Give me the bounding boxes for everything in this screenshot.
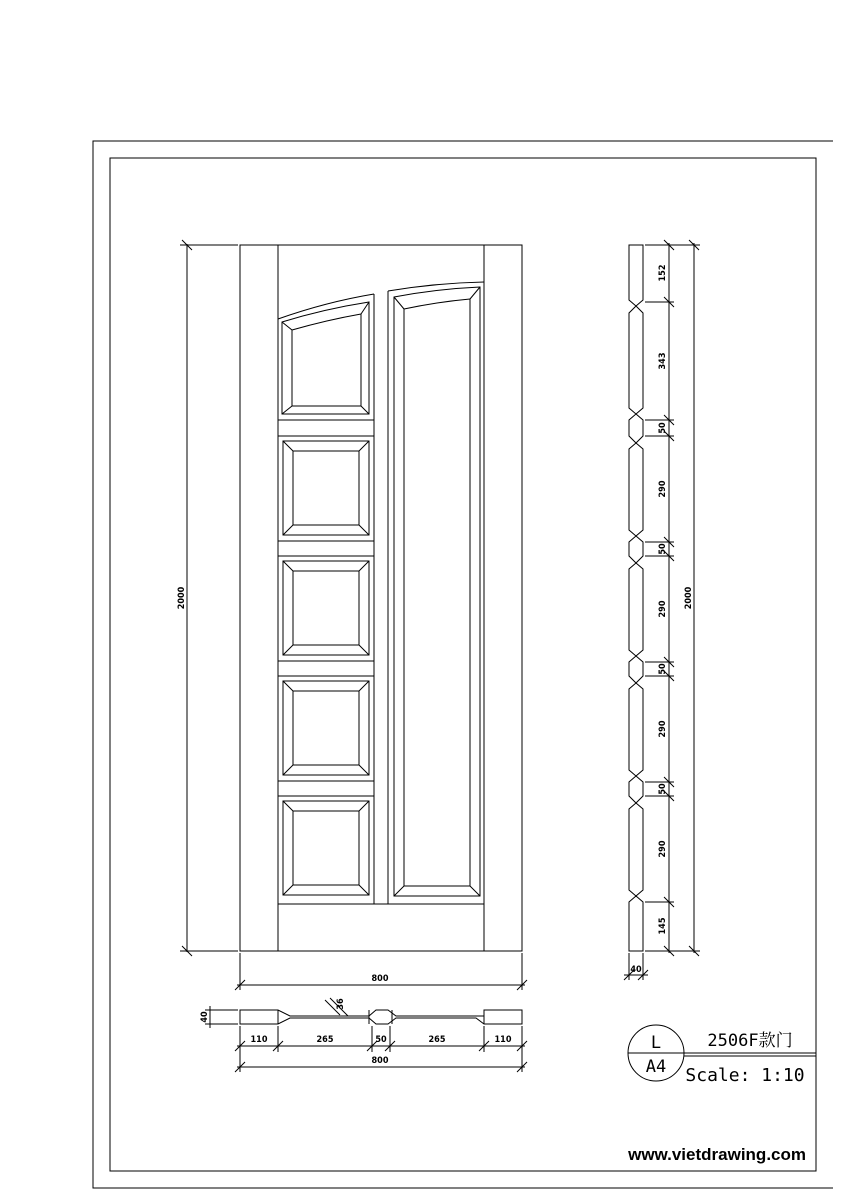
width-label: 800 bbox=[371, 974, 389, 984]
side-segment-label: 290 bbox=[658, 720, 668, 738]
small-panel-3 bbox=[283, 561, 369, 655]
side-segment-label: 290 bbox=[658, 600, 668, 618]
side-segment-label: 50 bbox=[658, 543, 668, 555]
groove-depth-label: 36 bbox=[336, 998, 346, 1010]
door-elevation bbox=[240, 245, 522, 951]
height-dimension bbox=[180, 240, 238, 956]
small-panel-1 bbox=[282, 302, 369, 414]
side-segment-label: 152 bbox=[658, 264, 668, 282]
side-segment-label: 145 bbox=[658, 917, 668, 935]
small-panel-5 bbox=[283, 801, 369, 895]
segment-label: 110 bbox=[250, 1035, 268, 1045]
scale-label: Scale: 1:10 bbox=[685, 1065, 805, 1086]
sheet-series: L bbox=[650, 1033, 662, 1053]
side-segment-label: 343 bbox=[658, 352, 668, 370]
section-thickness-label: 40 bbox=[200, 1011, 210, 1023]
side-segment-label: 290 bbox=[658, 480, 668, 498]
section-total-label: 800 bbox=[371, 1056, 389, 1066]
door-code: 2506F款门 bbox=[707, 1031, 793, 1051]
side-segment-label: 290 bbox=[658, 840, 668, 858]
inner-border bbox=[110, 158, 816, 1171]
tall-panel bbox=[394, 287, 480, 896]
side-total-label: 2000 bbox=[684, 586, 694, 610]
segment-label: 50 bbox=[375, 1035, 387, 1045]
side-segment-label: 50 bbox=[658, 663, 668, 675]
sheet-size: A4 bbox=[645, 1057, 667, 1077]
width-dimension bbox=[235, 953, 527, 990]
small-panel-2 bbox=[283, 441, 369, 535]
website-watermark: www.vietdrawing.com bbox=[628, 1145, 806, 1164]
height-label: 2000 bbox=[177, 586, 187, 610]
segment-label: 265 bbox=[316, 1035, 334, 1045]
segment-label: 265 bbox=[428, 1035, 446, 1045]
side-thickness-label: 40 bbox=[630, 965, 642, 975]
small-panel-4 bbox=[283, 681, 369, 775]
side-segment-label: 50 bbox=[658, 422, 668, 434]
side-segment-label: 50 bbox=[658, 783, 668, 795]
segment-label: 110 bbox=[494, 1035, 512, 1045]
